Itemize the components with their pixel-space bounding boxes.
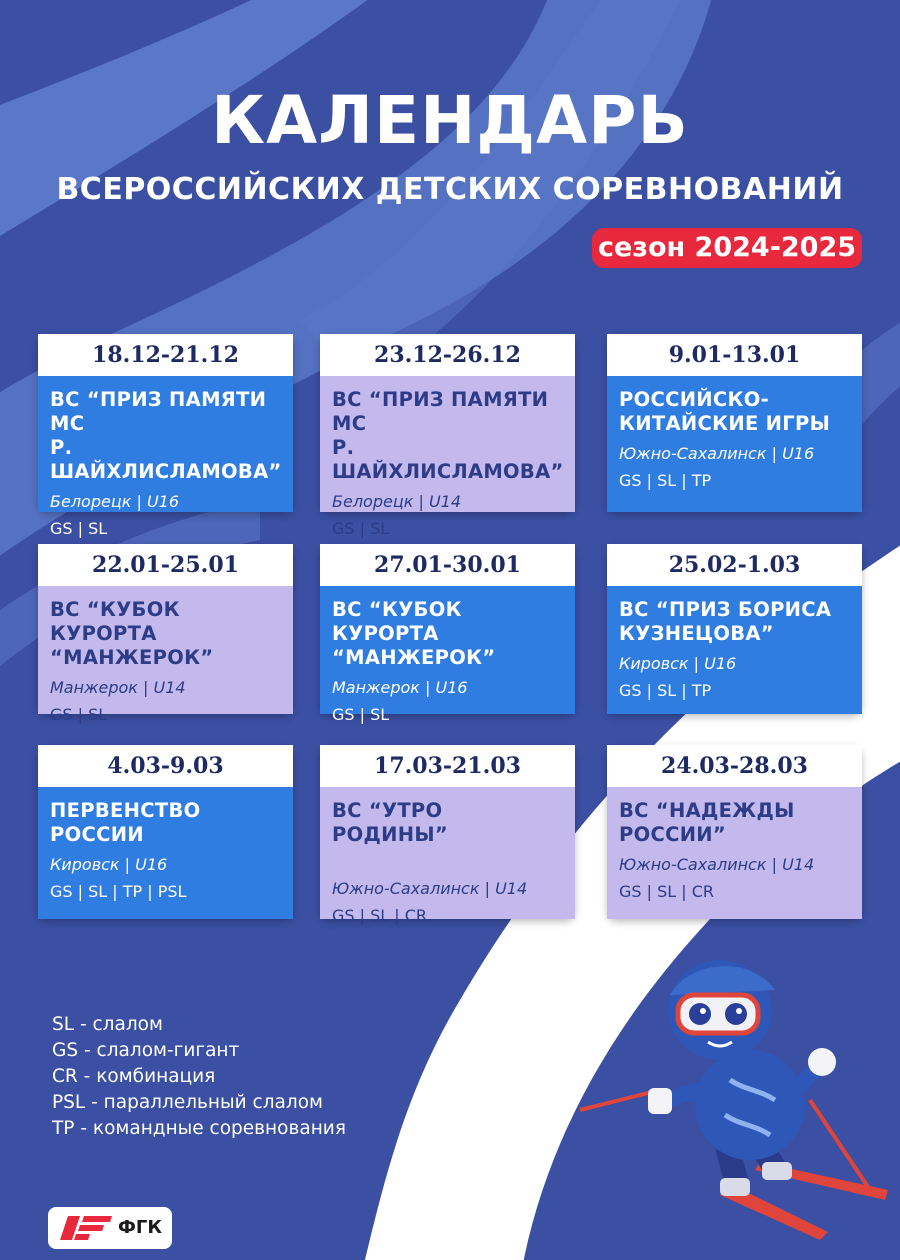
season-badge: сезон 2024-2025: [592, 228, 862, 268]
event-name-line1: ВС “УТРО РОДИНЫ”: [332, 799, 448, 846]
event-date: 25.02-1.03: [607, 544, 862, 586]
legend-code: CR: [52, 1066, 78, 1087]
legend-text: - комбинация: [77, 1066, 216, 1087]
event-disciplines: GS | SL | CR: [332, 906, 428, 925]
skier-mascot-icon: [570, 940, 900, 1260]
event-name-line2: Р. ШАЙХЛИСЛАМОВА”: [332, 436, 564, 483]
legend-item: [52, 1012, 346, 1038]
event-card: [607, 544, 862, 714]
event-card: [607, 745, 862, 919]
event-name-line2: Р. ШАЙХЛИСЛАМОВА”: [50, 436, 282, 483]
event-place: Южно-Сахалинск | U16: [619, 444, 815, 463]
event-disciplines: GS | SL | TP: [619, 681, 712, 700]
event-name-line2: “МАНЖЕРОК”: [50, 646, 214, 669]
event-place: Южно-Сахалинск | U14: [332, 879, 528, 898]
event-card: [38, 745, 293, 919]
legend: [52, 1012, 346, 1142]
event-card: [320, 544, 575, 724]
event-disciplines: GS | SL: [50, 705, 108, 724]
event-name-line2: “МАНЖЕРОК”: [332, 646, 496, 669]
legend-text: - слалом-гигант: [78, 1040, 240, 1061]
legend-item: [52, 1038, 346, 1064]
event-date: 22.01-25.01: [38, 544, 293, 586]
event-disciplines: GS | SL | CR: [619, 882, 715, 901]
event-date: 27.01-30.01: [320, 544, 575, 586]
page-subtitle: ВСЕРОССИЙСКИХ ДЕТСКИХ СОРЕВНОВАНИЙ: [56, 172, 844, 207]
legend-text: - слалом: [74, 1014, 163, 1035]
event-card: [38, 544, 293, 724]
event-place: Кировск | U16: [619, 654, 737, 673]
event-disciplines: GS | SL | TP: [619, 471, 712, 490]
event-name-line2: КИТАЙСКИЕ ИГРЫ: [619, 412, 831, 435]
event-place: Южно-Сахалинск | U14: [619, 855, 815, 874]
legend-code: GS: [52, 1040, 79, 1061]
event-name-line1: ВС “ПРИЗ ПАМЯТИ МС: [332, 388, 549, 435]
event-name-line1: ПЕРВЕНСТВО: [50, 799, 201, 822]
event-place: Манжерок | U14: [50, 678, 186, 697]
legend-code: PSL: [52, 1092, 86, 1113]
event-date: 24.03-28.03: [607, 745, 862, 787]
event-name-line1: ВС “ПРИЗ БОРИСА: [619, 598, 832, 621]
event-date: 17.03-21.03: [320, 745, 575, 787]
legend-text: - параллельный слалом: [85, 1092, 323, 1113]
event-name-line1: ВС “КУБОК КУРОРТА: [332, 598, 462, 645]
event-card: [38, 334, 293, 538]
event-name-line2: РОССИИ: [50, 823, 144, 846]
fgk-logo: [48, 1207, 172, 1249]
event-card: [320, 745, 575, 925]
fgk-logo-icon: [60, 1216, 112, 1240]
event-name-line2: РОССИИ”: [619, 823, 727, 846]
event-name-line1: РОССИЙСКО-: [619, 388, 770, 411]
event-name-line1: ВС “ПРИЗ ПАМЯТИ МС: [50, 388, 267, 435]
event-place: Кировск | U16: [50, 855, 168, 874]
page-title: КАЛЕНДАРЬ: [211, 82, 689, 159]
event-name-line1: ВС “КУБОК КУРОРТА: [50, 598, 180, 645]
event-name-line2: [332, 847, 565, 871]
legend-code: SL: [52, 1014, 75, 1035]
event-disciplines: GS | SL | TP | PSL: [50, 882, 187, 901]
event-place: Белорецк | U16: [50, 492, 180, 511]
event-disciplines: GS | SL: [332, 705, 390, 724]
event-name-line2: КУЗНЕЦОВА”: [619, 622, 774, 645]
event-place: Манжерок | U16: [332, 678, 468, 697]
event-date: 23.12-26.12: [320, 334, 575, 376]
legend-text: - командные соревнования: [74, 1118, 346, 1139]
event-card: [320, 334, 575, 538]
event-date: 4.03-9.03: [38, 745, 293, 787]
event-disciplines: GS | SL: [332, 519, 390, 538]
event-date: 9.01-13.01: [607, 334, 862, 376]
event-date: 18.12-21.12: [38, 334, 293, 376]
event-place: Белорецк | U14: [332, 492, 462, 511]
logo-text: ФГК: [118, 1217, 163, 1238]
legend-code: TP: [52, 1118, 75, 1139]
event-disciplines: GS | SL: [50, 519, 108, 538]
legend-item: [52, 1116, 346, 1142]
legend-item: [52, 1090, 346, 1116]
event-card: [607, 334, 862, 512]
legend-item: [52, 1064, 346, 1090]
event-name-line1: ВС “НАДЕЖДЫ: [619, 799, 795, 822]
